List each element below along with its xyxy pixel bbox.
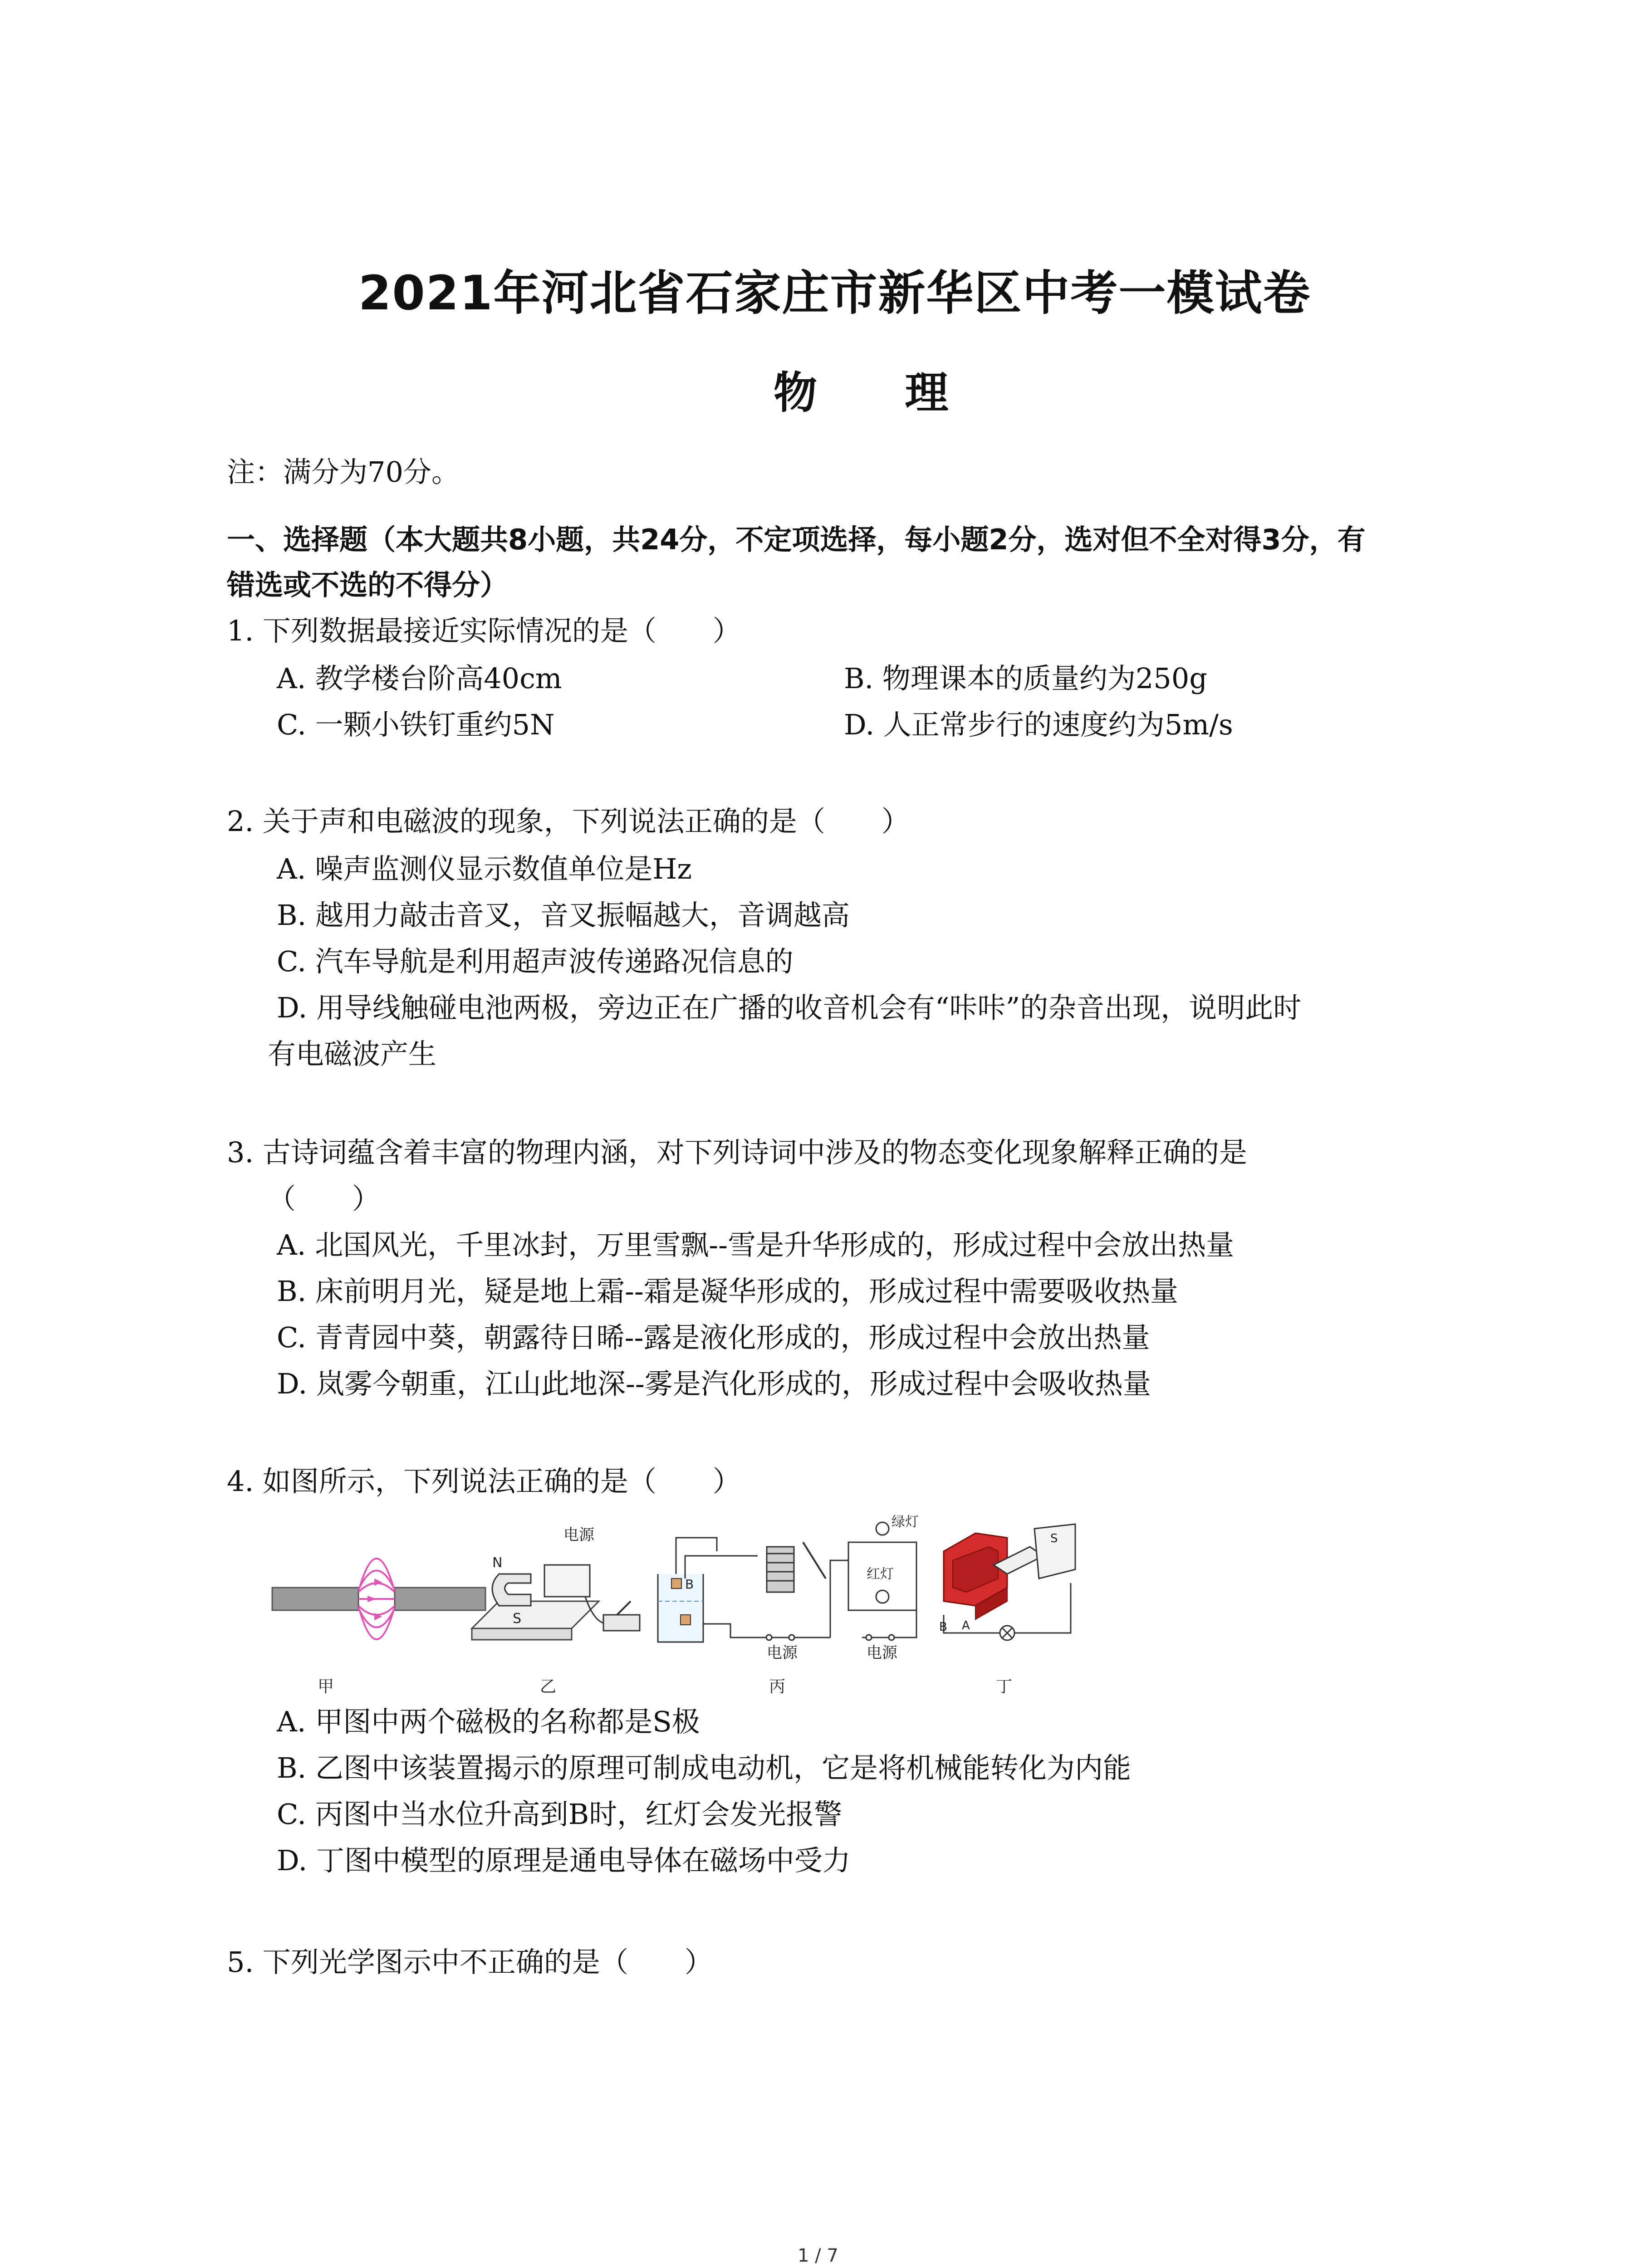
question-4-stem: 4. 如图所示，下列说法正确的是（ ） (227, 1465, 741, 1498)
question-1-option-a: A. 教学楼台阶高40cm (277, 662, 562, 695)
figure-ding-south: S (1050, 1532, 1058, 1545)
section-heading-line2: 错选或不选的不得分） (227, 568, 509, 601)
figure-ding-b-marker: B (939, 1620, 947, 1634)
figure-yi (472, 1526, 640, 1696)
question-3-paren: （ ） (268, 1182, 381, 1215)
question-2-option-c: C. 汽车导航是利用超声波传递路况信息的 (277, 945, 794, 978)
question-2-option-b: B. 越用力敲击音叉，音叉振幅越大，音调越高 (277, 899, 850, 932)
question-1-option-b: B. 物理课本的质量约为250g (844, 662, 1208, 695)
question-4-option-a: A. 甲图中两个磁极的名称都是S极 (277, 1705, 700, 1738)
figure-ding-a-marker: A (962, 1619, 970, 1633)
question-3-option-d: D. 岚雾今朝重，江山此地深--雾是汽化形成的，形成过程中会吸收热量 (277, 1367, 1151, 1400)
figure-ding (939, 1524, 1075, 1696)
figure-bing-green-lamp-label: 绿灯 (892, 1514, 919, 1530)
figure-ding-label: 丁 (996, 1677, 1013, 1696)
subject-title: 物 理 (774, 367, 985, 418)
question-1-option-c: C. 一颗小铁钉重约5N (277, 708, 555, 741)
question-2-stem: 2. 关于声和电磁波的现象，下列说法正确的是（ ） (227, 805, 910, 838)
figure-yi-north: N (492, 1555, 503, 1571)
question-2-option-a: A. 噪声监测仪显示数值单位是Hz (277, 852, 692, 885)
question-4-figures (263, 1510, 1116, 1701)
question-1-option-d: D. 人正常步行的速度约为5m/s (844, 708, 1233, 741)
figure-yi-power-label: 电源 (563, 1526, 594, 1544)
question-3-option-a: A. 北国风光，千里冰封，万里雪飘--雪是升华形成的，形成过程中会放出热量 (277, 1228, 1234, 1261)
question-2-option-d-line1: D. 用导线触碰电池两极，旁边正在广播的收音机会有“咔咔”的杂音出现，说明此时 (277, 991, 1302, 1024)
figure-yi-south: S (513, 1611, 522, 1627)
question-3-option-b: B. 床前明月光，疑是地上霜--霜是凝华形成的，形成过程中需要吸收热量 (277, 1275, 1178, 1308)
figure-bing-b-marker: B (685, 1577, 694, 1592)
question-3-stem: 3. 古诗词蕴含着丰富的物理内涵，对下列诗词中涉及的物态变化现象解释正确的是 (227, 1136, 1247, 1169)
page-number: 1 / 7 (798, 2245, 838, 2266)
figure-bing-power-label: 电源 (767, 1644, 798, 1662)
section-heading-line1: 一、选择题（本大题共8小题，共24分，不定项选择，每小题2分，选对但不全对得3分，有 (227, 523, 1366, 556)
question-1-stem: 1. 下列数据最接近实际情况的是（ ） (227, 614, 741, 647)
question-5-stem: 5. 下列光学图示中不正确的是（ ） (227, 1945, 713, 1979)
figure-jia-label: 甲 (318, 1677, 334, 1696)
score-note: 注：满分为70分。 (227, 455, 460, 489)
figure-bing-red-lamp-label: 红灯 (867, 1566, 894, 1582)
figure-bing (658, 1514, 919, 1696)
question-4-option-c: C. 丙图中当水位升高到B时，红灯会发光报警 (277, 1798, 843, 1831)
figure-bing-label: 丙 (769, 1677, 786, 1696)
question-4-option-d: D. 丁图中模型的原理是通电导体在磁场中受力 (277, 1844, 851, 1877)
exam-title: 2021年河北省石家庄市新华区中考一模试卷 (358, 265, 1311, 321)
question-4-option-b: B. 乙图中该装置揭示的原理可制成电动机，它是将机械能转化为内能 (277, 1751, 1131, 1784)
question-3-option-c: C. 青青园中葵，朝露待日晞--露是液化形成的，形成过程中会放出热量 (277, 1321, 1150, 1354)
figure-yi-label: 乙 (540, 1677, 557, 1696)
question-2-option-d-line2: 有电磁波产生 (268, 1037, 437, 1070)
figure-jia (272, 1559, 485, 1696)
figure-bing-power-label-2: 电源 (867, 1644, 897, 1662)
